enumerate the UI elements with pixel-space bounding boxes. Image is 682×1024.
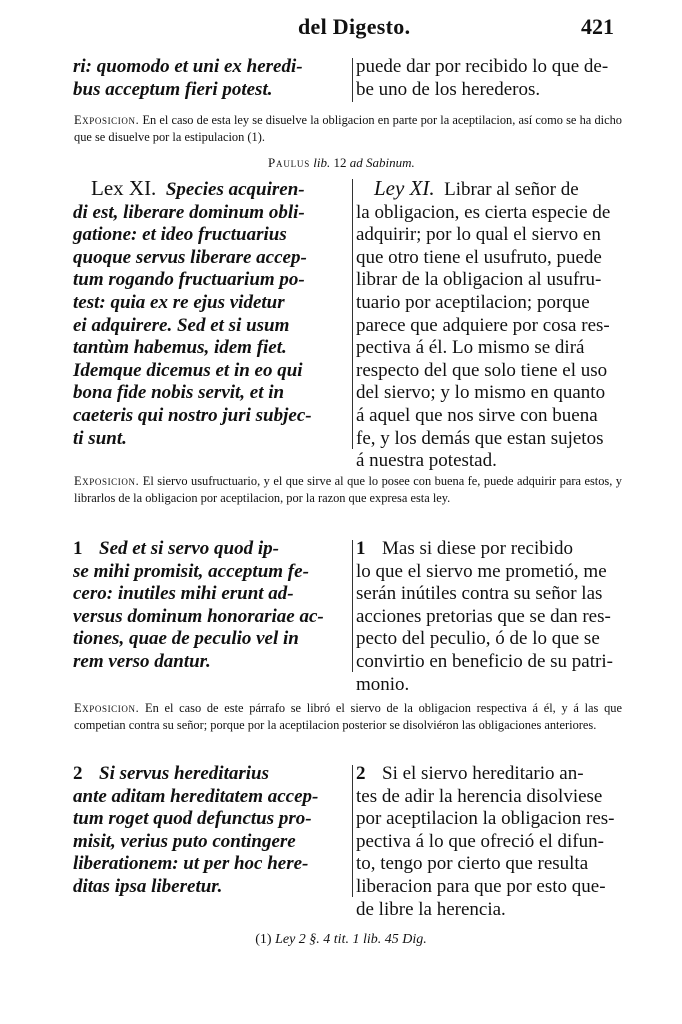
section-number: 2	[73, 763, 83, 784]
spanish-line: liberacion para que por esto que-	[356, 875, 606, 897]
latin-line: tiones, quae de peculio vel in	[73, 628, 299, 650]
latin-line: versus dominum honorariae ac-	[73, 605, 324, 627]
column-divider	[352, 540, 353, 672]
spanish-line: parece que adquiere por cosa res-	[356, 314, 610, 336]
latin-line	[73, 763, 349, 786]
latin-line	[73, 177, 349, 202]
exposicion-label: Exposicion.	[74, 701, 140, 715]
exposicion-text: En el caso de este párrafo se libró el siervo de la obligacion respectiva á él, y á las que competian contra su señor; porque por la aceptilacion posterior se disolviéron las obligaciones anteriores.	[74, 701, 622, 733]
spanish-line: tes de adir la herencia disolviese	[356, 785, 603, 807]
spanish-line: que otro tiene el usufruto, puede	[356, 246, 602, 268]
spanish-line: tuario por aceptilacion; porque	[356, 291, 590, 313]
footnote-text: Ley 2 §. 4 tit. 1 lib. 45 Dig.	[275, 932, 427, 947]
exposicion-3	[74, 700, 622, 735]
spanish-first-text: Mas si diese por recibido	[382, 538, 574, 559]
column-divider	[352, 58, 353, 102]
latin-line: ti sunt.	[73, 427, 127, 449]
spanish-line: respecto del que solo tiene el uso	[356, 359, 608, 381]
exposicion-label: Exposicion.	[74, 113, 140, 127]
running-title: del Digesto.	[298, 14, 411, 39]
spanish-line: to, tengo por cierto que resulta	[356, 853, 589, 875]
spanish-line: acciones pretorias que se dan res-	[356, 605, 611, 627]
latin-column	[73, 177, 349, 450]
spanish-line: pectiva á lo que ofreció el difun-	[356, 830, 604, 852]
latin-line: quoque servus liberare accep-	[73, 246, 307, 268]
spanish-first-text: Si el siervo hereditario an-	[382, 763, 584, 784]
footnote-mark: (1)	[255, 932, 272, 947]
attribution-lib: lib.	[313, 155, 331, 170]
latin-line: caeteris qui nostro juri subjec-	[73, 404, 312, 426]
section-number: 2	[356, 763, 366, 784]
footnote	[0, 932, 682, 948]
latin-line: rem verso dantur.	[73, 650, 211, 672]
spanish-line: lo que el siervo me prometió, me	[356, 560, 607, 582]
ley-label: Ley XI.	[374, 176, 435, 200]
latin-column	[73, 763, 349, 899]
latin-line: tum roget quod defunctus pro-	[73, 808, 312, 830]
latin-line: di est, liberare dominum obli-	[73, 201, 305, 223]
spanish-column	[356, 177, 624, 473]
spanish-line: del siervo; y lo mismo en quanto	[356, 382, 606, 404]
attribution	[268, 155, 415, 171]
spanish-line: la obligacion, es cierta especie de	[356, 201, 611, 223]
column-divider	[352, 765, 353, 897]
latin-first-text: Sed et si servo quod ip-	[99, 538, 279, 559]
spanish-line	[356, 538, 624, 561]
spanish-line: fe, y los demás que estan sujetos	[356, 427, 604, 449]
spanish-line: pectiva á él. Lo mismo se dirá	[356, 337, 585, 359]
exposicion-2	[74, 473, 622, 508]
spanish-line: pecto del peculio, ó de lo que se	[356, 628, 600, 650]
exposicion-text: En el caso de esta ley se disuelve la obligacion en parte por la aceptilacion, así como se ha dicho que se disuelve por la estipulacion (1).	[74, 113, 622, 145]
latin-line: liberationem: ut per hoc here-	[73, 853, 309, 875]
latin-first-text: Species acquiren-	[165, 179, 305, 200]
spanish-line: adquirir; por lo qual el siervo en	[356, 224, 601, 246]
spanish-line: á nuestra potestad.	[356, 450, 497, 472]
latin-line: tantùm habemus, idem fiet.	[73, 337, 287, 359]
attribution-author: Paulus	[268, 155, 311, 170]
latin-line: ditas ipsa liberetur.	[73, 875, 223, 897]
spanish-line: á aquel que nos sirve con buena	[356, 404, 598, 426]
spanish-line: librar de la obligacion al usufru-	[356, 269, 602, 291]
attribution-num: 12	[333, 155, 347, 170]
spanish-line	[356, 763, 624, 786]
spanish-column	[356, 763, 624, 921]
latin-line: bona fide nobis servit, et in	[73, 382, 285, 404]
page-number: 421	[581, 14, 614, 39]
lex-label: Lex XI.	[91, 176, 157, 200]
spanish-line: de libre la herencia.	[356, 898, 506, 920]
latin-line: test: quia ex re ejus videtur	[73, 291, 285, 313]
exposicion-text: El siervo usufructuario, y el que sirve al que lo posee con buena fe, puede adquirir para estos, y librarlos de la obligacion por aceptilacion, por la razon que expresa esta ley.	[74, 474, 622, 506]
spanish-column	[356, 538, 624, 696]
latin-line: gatione: et ideo fructuarius	[73, 224, 287, 246]
spanish-line: be uno de los herederos.	[356, 78, 541, 100]
attribution-ad: ad Sabinum.	[349, 155, 415, 170]
spanish-line: convirtio en beneficio de su patri-	[356, 650, 613, 672]
spanish-line	[356, 177, 624, 202]
latin-line: Idemque dicemus et in eo qui	[73, 359, 303, 381]
latin-column	[73, 538, 349, 674]
section-number: 1	[73, 538, 83, 559]
latin-first-text: Si servus hereditarius	[99, 763, 269, 784]
spanish-line: por aceptilacion la obligacion res-	[356, 808, 615, 830]
running-header	[72, 14, 614, 44]
latin-line	[73, 538, 349, 561]
spanish-line: puede dar por recibido lo que de-	[356, 56, 609, 77]
spanish-line: monio.	[356, 673, 410, 695]
section-number: 1	[356, 538, 366, 559]
latin-line: cero: inutiles mihi erunt ad-	[73, 583, 294, 605]
column-divider	[352, 179, 353, 449]
latin-line: ante aditam hereditatem accep-	[73, 785, 319, 807]
latin-line: misit, verius puto contingere	[73, 830, 296, 852]
exposicion-label: Exposicion.	[74, 474, 140, 488]
spanish-line: serán inútiles contra su señor las	[356, 583, 603, 605]
spanish-first-text: Librar al señor de	[444, 179, 579, 200]
latin-line: ri: quomodo et uni ex heredi-	[73, 56, 303, 77]
latin-column	[73, 56, 349, 101]
latin-line: se mihi promisit, acceptum fe-	[73, 560, 309, 582]
exposicion-1	[74, 112, 622, 147]
latin-line: tum rogando fructuarium po-	[73, 269, 305, 291]
latin-line: ei adquirere. Sed et si usum	[73, 314, 290, 336]
latin-line: bus acceptum fieri potest.	[73, 78, 273, 100]
spanish-column	[356, 56, 624, 101]
